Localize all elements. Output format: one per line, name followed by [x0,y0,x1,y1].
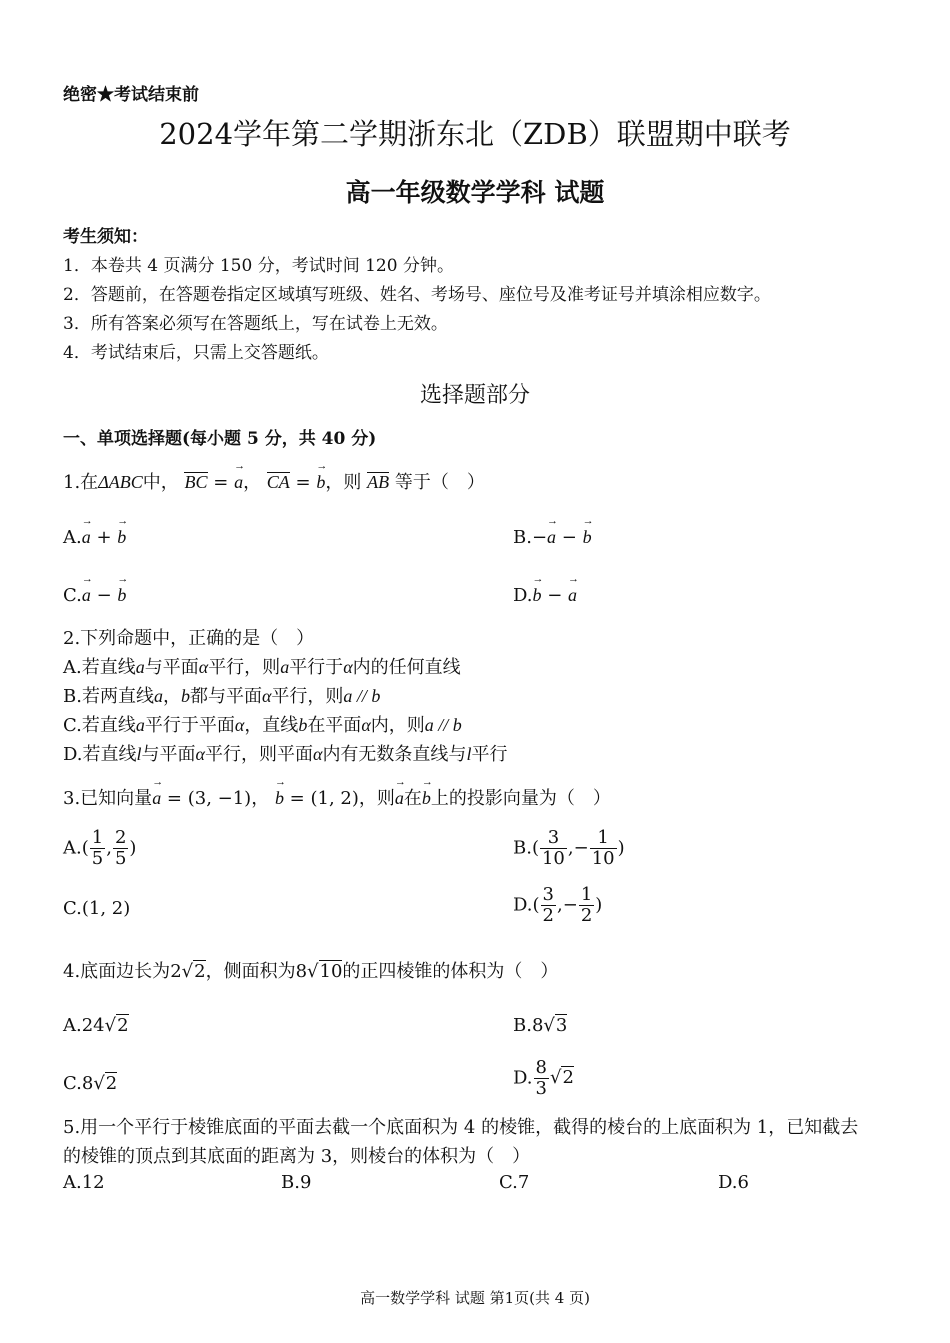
question-1-stem: 1.在ΔABC中， BC = → a， CA = → b，则 AB 等于（ ） [63,468,485,494]
question-5-option-b: B.9 [281,1172,312,1193]
question-1-option-d: D.→ b − → a [513,585,577,606]
question-2-option-a: A.若直线a与平面α平行，则a平行于α内的任何直线 [63,657,461,678]
question-3-option-a: A.( $\frac{1}{5}$ , $\frac{2}{5}$ ) [63,827,137,869]
question-3-option-c: C.(1, 2) [63,898,131,919]
question-5-stem-line-1: 5.用一个平行于棱锥底面的平面去截一个底面积为 4 的棱锥，截得的棱台的上底面积为 1，已知截去 [63,1117,859,1138]
question-4-option-c: C.8√2 [63,1073,118,1094]
question-4-option-d: D. $\frac{8}{3}$ √2 [513,1057,574,1099]
question-1-option-b: B.−→ a − → b [513,527,592,548]
question-5-option-c: C.7 [499,1172,530,1193]
question-1-option-a: A.→ a + → b [63,527,126,548]
notice-item: 3．所有答案必须写在答题纸上，写在试卷上无效。 [63,314,448,334]
question-4-stem: 4.底面边长为2√2，侧面积为8√10的正四棱锥的体积为（ ） [63,961,559,982]
question-3-option-d: D.( $\frac{3}{2}$ ,− $\frac{1}{2}$ ) [513,884,603,926]
exam-subtitle: 高一年级数学学科 试题 [345,178,605,207]
question-5-stem-line-2: 的棱锥的顶点到其底面的距离为 3，则棱台的体积为（ ） [63,1146,531,1167]
notice-item: 1．本卷共 4 页满分 150 分，考试时间 120 分钟。 [63,256,454,276]
question-1-option-c: C.→ a − → b [63,585,126,606]
confidential-label: 绝密★考试结束前 [63,85,199,105]
question-2-option-b: B.若两直线a，b都与平面α平行，则a // b [63,686,381,707]
question-4-option-b: B.8√3 [513,1015,568,1036]
question-2-stem: 2.下列命题中，正确的是（ ） [63,628,315,649]
part-heading: 一、单项选择题(每小题 5 分，共 40 分) [63,429,377,449]
section-title: 选择题部分 [419,383,530,408]
notice-item: 4．考试结束后，只需上交答题纸。 [63,343,329,363]
question-5-option-a: A.12 [63,1172,105,1193]
question-3-option-b: B.( $\frac{3}{10}$ ,− $\frac{1}{10}$ ) [513,827,625,869]
question-3-stem: 3.已知向量→ a = (3, −1)， → b = (1, 2)，则→ a在→ b上的投影向量为（ ） [63,784,611,810]
page-footer: 高一数学学科 试题 第1页(共 4 页) [360,1289,590,1307]
notice-heading: 考生须知： [63,227,148,247]
notice-item: 2．答题前，在答题卷指定区域填写班级、姓名、考场号、座位号及准考证号并填涂相应数字。 [63,285,771,305]
exam-title: 2024学年第二学期浙东北（ZDB）联盟期中联考 [159,117,791,151]
question-2-option-d: D.若直线l与平面α平行，则平面α内有无数条直线与l平行 [63,744,508,765]
question-4-option-a: A.24√2 [63,1015,129,1036]
question-2-option-c: C.若直线a平行于平面α，直线b在平面α内，则a // b [63,715,462,736]
question-5-option-d: D.6 [718,1172,749,1193]
